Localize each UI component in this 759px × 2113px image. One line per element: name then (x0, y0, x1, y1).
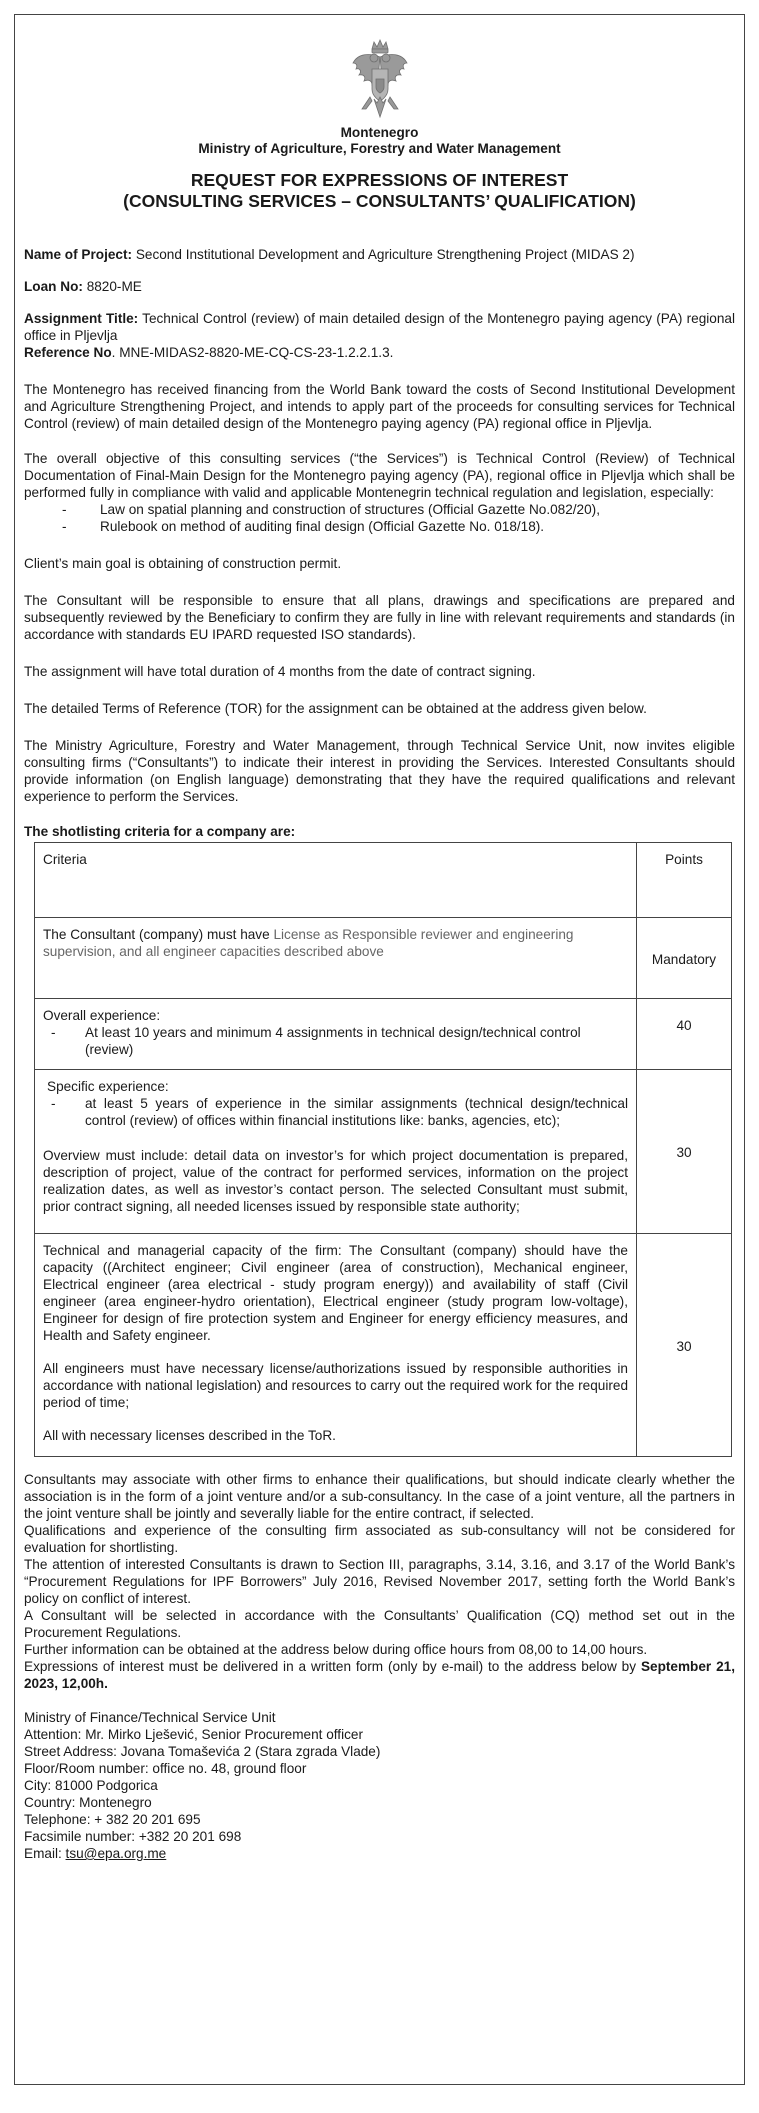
capacity-criterion (35, 1234, 637, 1457)
conflict-paragraph: The attention of interested Consultants is drawn to Section III, paragraphs, 3.14, 3.16, and 3.17 of the World Bank’s “Procurement Regulations for IPF Borrowers” July 2016, Revised November 2017, setting forth the World Bank’s policy on conflict of interest. (24, 1557, 735, 1606)
overview-text: Overview must include: detail data on investor’s for which project documentation is prepared, description of project, value of the contract for performed services, information on the project realization dates, as well as investor’s contact person. The selected Consultant must submit, prior contract signing, all needed licenses issued by responsible state authority; (43, 1148, 628, 1214)
email-link[interactable]: tsu@epa.org.me (65, 1846, 167, 1861)
criteria-heading: The shotlisting criteria for a company are: (24, 824, 296, 839)
overall-experience-list (43, 1024, 628, 1058)
deadline-date: September 21, 2023, 12,00h. (24, 1659, 735, 1691)
specific-experience-list (43, 1095, 628, 1129)
contact-city: City: 81000 Podgorica (24, 1778, 158, 1793)
subconsultancy-paragraph: Qualifications and experience of the consulting firm associated as sub-consultancy will not be considered for evaluation for shortlisting. (24, 1523, 735, 1555)
license-criterion-text: License as Responsible reviewer and engineering supervision, and all engineer capacities described above (43, 927, 574, 959)
license-criterion-prefix: The Consultant (company) must have (43, 927, 274, 942)
license-requirement-text: All engineers must have necessary license/authorizations issued by responsible authorities in accordance with national legislation) and resources to carry out the required work for the required period of time; (43, 1361, 628, 1410)
notice-title (24, 170, 735, 212)
responsibility-paragraph: The Consultant will be responsible to ensure that all plans, drawings and specifications are prepared and subsequently reviewed by the Beneficiary to confirm they are fully in line with relevant requirements and standards (in accordance with standards EU IPARD requested ISO standards). (24, 593, 735, 642)
loan-value: 8820-ME (86, 279, 142, 294)
office-hours-paragraph: Further information can be obtained at the address below during office hours from 08,00 to 14,00 hours. (24, 1642, 648, 1657)
overall-experience-title: Overall experience: (43, 1008, 161, 1023)
deadline-text: Expressions of interest must be delivered in a written form (only by e-mail) to the address below by (24, 1659, 641, 1674)
contact-email (24, 1845, 735, 1862)
list-item: - at least 5 years of experience in the similar assignments (technical design/technical control (review) of offices within financial institutions like: banks, agencies, etc); (43, 1095, 628, 1129)
project-name-value: Second Institutional Development and Agriculture Strengthening Project (MIDAS 2) (135, 247, 635, 262)
assignment-value: Technical Control (review) of main detailed design of the Montenegro paying agency (PA) regional office in Pljevlja (24, 311, 736, 343)
legislation-item: - Rulebook on method of auditing final design (Official Gazette No. 018/18). (24, 518, 735, 535)
overall-experience-criterion (35, 999, 637, 1070)
criteria-column-header: Criteria (35, 843, 637, 918)
table-row (35, 1070, 732, 1234)
points-column-header: Points (637, 843, 732, 918)
title-line-2: (CONSULTING SERVICES – CONSULTANTS’ QUALIFICATION) (123, 191, 636, 211)
overall-experience-points: 40 (637, 999, 732, 1070)
financing-paragraph: The Montenegro has received financing from the World Bank toward the costs of Second Institutional Development and Agriculture Strengthening Project, and intends to apply part of the proceeds for consulting services for Technical Control (review) of main detailed design of the Montenegro paying agency (PA) regional office in Pljevlja. (24, 382, 735, 431)
criteria-table (34, 842, 732, 1457)
table-row (35, 918, 732, 999)
capacity-text: Technical and managerial capacity of the firm: The Consultant (company) should have the capacity ((Architect engineer; Civil engineer (area of construction), Mechanical engineer, Electrical engineer (area electrical - study program energy)) and availability of staff (Civil engineer (area engineer-hydro orientation), Electrical engineer (study program low-voltage), Engineer for design of fire protection system and Engineer for energy efficiency measures, and Health and Safety engineer. (43, 1243, 628, 1343)
tor-paragraph: The detailed Terms of Reference (TOR) for the assignment can be obtained at the address given below. (24, 701, 647, 716)
tor-license-text: All with necessary licenses described in the ToR. (43, 1428, 336, 1443)
loan-number (24, 278, 735, 295)
contact-attention: Attention: Mr. Mirko Lješević, Senior Procurement officer (24, 1727, 363, 1742)
loan-label: Loan No: (24, 279, 83, 294)
title-line-1: REQUEST FOR EXPRESSIONS OF INTEREST (190, 170, 569, 190)
reference-label: Reference No (24, 345, 112, 360)
table-row (35, 843, 732, 918)
contact-street: Street Address: Jovana Tomaševića 2 (Stara zgrada Vlade) (24, 1744, 381, 1759)
assignment-label: Assignment Title: (24, 311, 139, 326)
table-row (35, 1234, 732, 1457)
objective-paragraph: The overall objective of this consulting services (“the Services”) is Technical Control (Review) of Technical Documentation of Final-Main Design for the Montenegro paying agency (PA), regional office in Pljevlja which shall be performed fully in compliance with valid and applicable Montenegrin technical regulation and legislation, especially: (24, 451, 735, 500)
project-name-label: Name of Project: (24, 247, 133, 262)
closing-section (24, 1471, 735, 1692)
notice-page (14, 14, 745, 2085)
specific-experience-points: 30 (637, 1070, 732, 1234)
duration-paragraph: The assignment will have total duration of 4 months from the date of contract signing. (24, 664, 536, 679)
capacity-points: 30 (637, 1234, 732, 1457)
contact-address (24, 1709, 735, 1862)
legislation-list (24, 501, 735, 535)
specific-experience-criterion (35, 1070, 637, 1234)
legislation-item: - Law on spatial planning and construction of structures (Official Gazette No.082/20), (24, 501, 735, 518)
selection-method-paragraph: A Consultant will be selected in accordance with the Consultants’ Qualification (CQ) method set out in the Procurement Regulations. (24, 1608, 735, 1640)
assignment-title (24, 310, 735, 344)
reference-number (24, 344, 735, 361)
license-criterion (35, 918, 637, 999)
notice-content (24, 15, 735, 1862)
email-label: Email: (24, 1846, 66, 1861)
deadline-paragraph (24, 1658, 735, 1692)
contact-organization: Ministry of Finance/Technical Service Unit (24, 1710, 276, 1725)
specific-experience-title: Specific experience: (47, 1079, 169, 1094)
coat-of-arms-icon (350, 39, 410, 121)
country-name: Montenegro (340, 125, 419, 140)
project-name (24, 246, 735, 263)
association-paragraph: Consultants may associate with other firms to enhance their qualifications, but should indicate clearly whether the association is in the form of a joint venture and/or a sub-consultancy. In the case of a joint venture, all the partners in the joint venture shall be jointly and severally liable for the entire contract, if selected. (24, 1472, 735, 1521)
reference-value: . MNE-MIDAS2-8820-ME-CQ-CS-23-1.2.2.1.3. (111, 345, 394, 360)
main-goal-paragraph: Client’s main goal is obtaining of construction permit. (24, 556, 342, 571)
contact-floor: Floor/Room number: office no. 48, ground floor (24, 1761, 307, 1776)
contact-telephone: Telephone: + 382 20 201 695 (24, 1812, 201, 1827)
table-row (35, 999, 732, 1070)
ministry-name: Ministry of Agriculture, Forestry and Water Management (198, 141, 561, 156)
contact-fax: Facsimile number: +382 20 201 698 (24, 1829, 242, 1844)
invitation-paragraph: The Ministry Agriculture, Forestry and Water Management, through Technical Service Unit, now invites eligible consulting firms (“Consultants”) to indicate their interest in providing the Services. Interested Consultants should provide information (on English language) demonstrating that they have the required qualifications and relevant experience to perform the Services. (24, 738, 735, 804)
list-item: - At least 10 years and minimum 4 assignments in technical design/technical control (review) (43, 1024, 628, 1058)
contact-country: Country: Montenegro (24, 1795, 152, 1810)
license-points: Mandatory (637, 918, 732, 999)
